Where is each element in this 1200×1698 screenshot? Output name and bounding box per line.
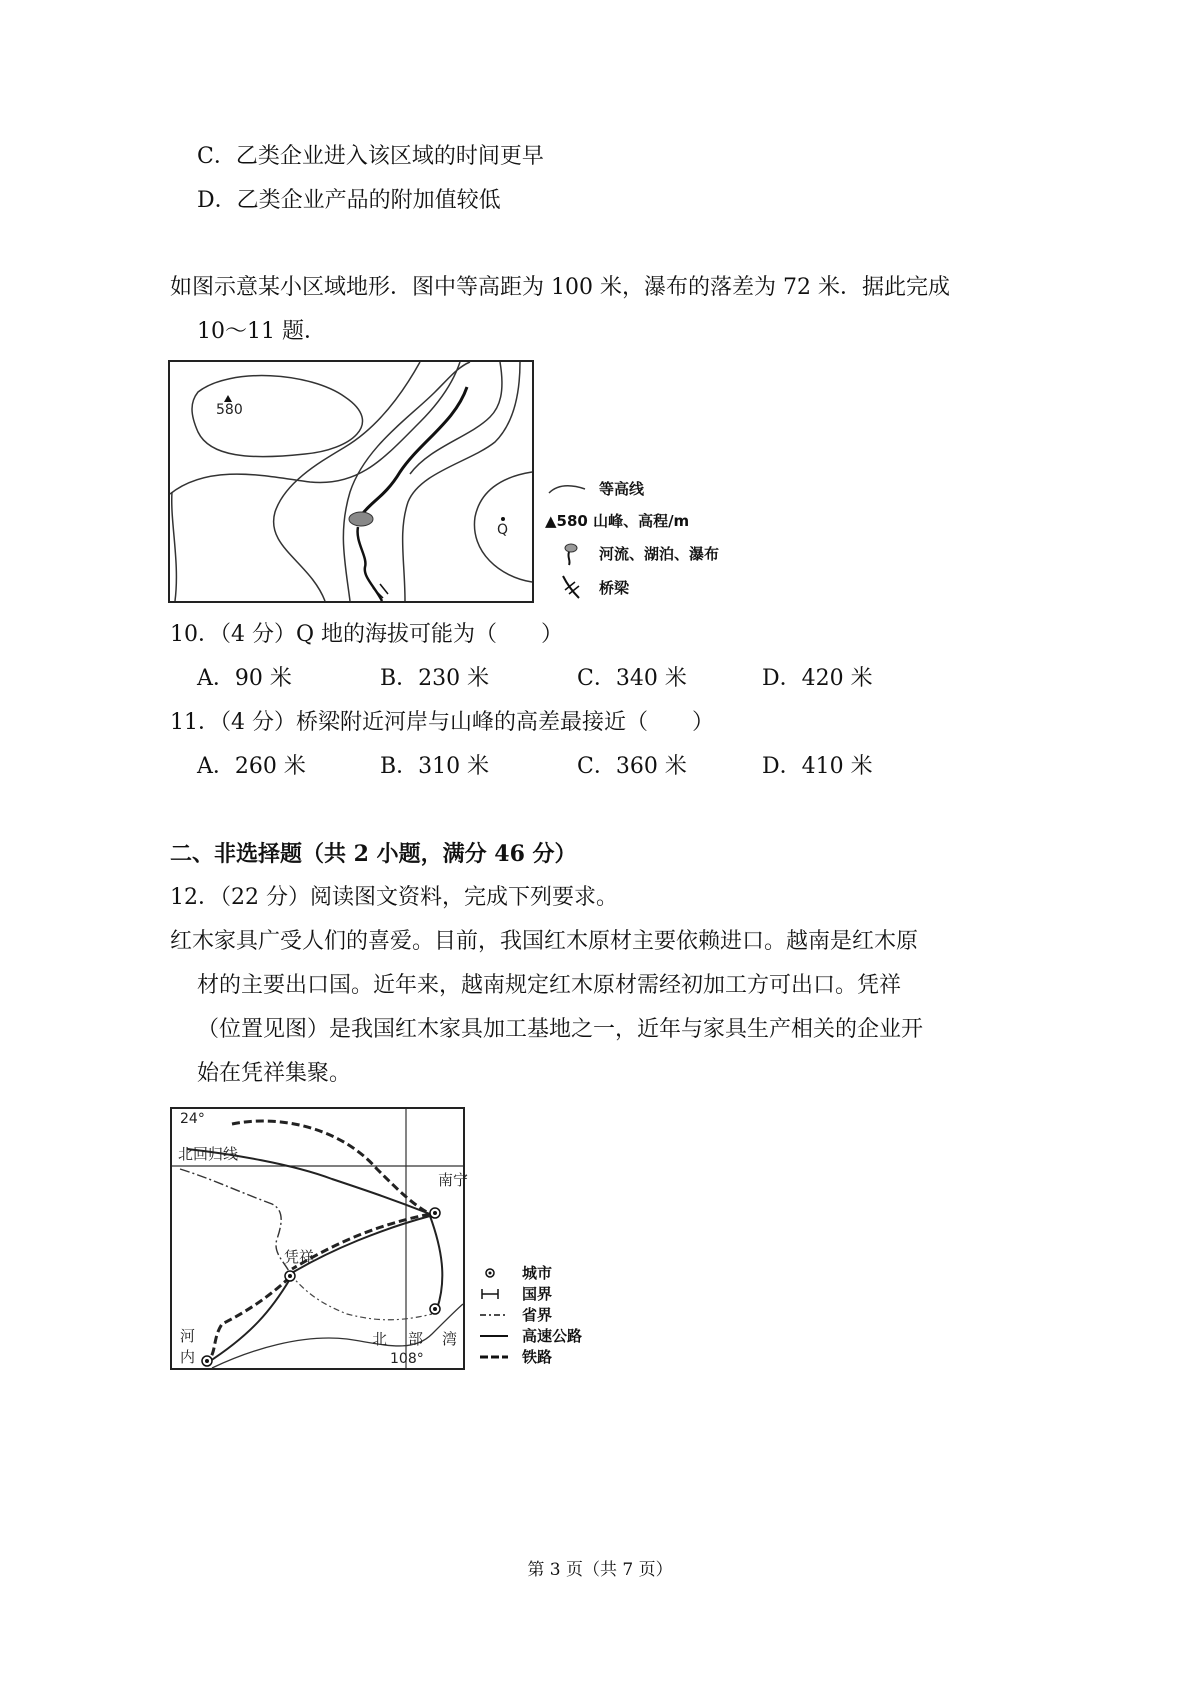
intro-line-1: 如图示意某小区域地形．图中等高距为 100 米，瀑布的落差为 72 米．据此完成 <box>170 275 950 300</box>
legend-label: 铁路 <box>522 1348 553 1366</box>
q10-option-a: A．90 米 <box>197 666 292 691</box>
railway-line <box>207 1277 290 1361</box>
q12-para-line-1: 红木家具广受人们的喜爱。目前，我国红木原材主要依赖进口。越南是红木原 <box>170 929 919 954</box>
q11-option-a: A．260 米 <box>197 754 306 779</box>
pingxiang-map-drawing <box>172 1109 469 1368</box>
contour-line <box>170 362 460 494</box>
q11-option-d: D．410 米 <box>762 754 873 779</box>
q10-option-c: C．340 米 <box>577 666 687 691</box>
pingxiang-map-legend <box>478 1262 618 1372</box>
provincial-border-line <box>290 1274 432 1320</box>
legend-item-contour <box>545 478 644 499</box>
legend-item-peak <box>545 510 689 531</box>
section-heading: 二、非选择题（共 2 小题，满分 46 分） <box>170 841 577 867</box>
q12-para-line-3: （位置见图）是我国红木家具加工基地之一，近年与家具生产相关的企业开 <box>197 1017 924 1042</box>
contour-map-legend <box>545 478 765 608</box>
city-label-hanoi-1: 河 <box>180 1327 196 1345</box>
river-lake-waterfall-icon <box>553 540 593 566</box>
q9-option-c: C．乙类企业进入该区域的时间更早 <box>197 144 544 169</box>
city-label-nanning: 南宁 <box>438 1171 469 1189</box>
q12-para-line-4: 始在凭祥集聚。 <box>197 1061 352 1086</box>
legend-item-expressway <box>478 1325 582 1346</box>
gulf-label-1: 北 <box>372 1330 388 1348</box>
legend-label: 桥梁 <box>599 578 630 597</box>
legend-item-national-border <box>478 1283 552 1304</box>
gulf-label-3: 湾 <box>442 1330 458 1348</box>
contour-line <box>343 362 470 601</box>
q9-option-d: D．乙类企业产品的附加值较低 <box>197 188 501 213</box>
legend-label: 国界 <box>522 1285 553 1303</box>
pingxiang-location-map <box>170 1107 469 1370</box>
city-icon <box>433 1211 437 1215</box>
expressway-line <box>207 1279 290 1363</box>
legend-label: ▲580 山峰、高程/m <box>545 512 690 530</box>
intro-line-2: 10～11 题． <box>197 319 326 344</box>
legend-label: 河流、湖泊、瀑布 <box>599 544 720 563</box>
lake <box>349 512 373 526</box>
q11-stem: 11．（4 分）桥梁附近河岸与山峰的高差最接近（ ） <box>170 710 714 735</box>
page-footer: 第 3 页（共 7 页） <box>527 1560 673 1580</box>
legend-item-railway <box>478 1346 552 1367</box>
national-border-icon <box>478 1286 516 1302</box>
legend-item-city <box>478 1262 552 1283</box>
contour-line-icon <box>545 481 593 497</box>
railway-icon <box>478 1349 516 1365</box>
contour-map <box>168 360 534 603</box>
latitude-label: 24° <box>180 1111 205 1127</box>
q11-option-c: C．360 米 <box>577 754 687 779</box>
bridge-icon <box>553 574 593 600</box>
river <box>360 387 467 517</box>
city-icon <box>205 1359 209 1363</box>
tropic-label: 北回归线 <box>178 1145 239 1163</box>
legend-label: 城市 <box>522 1264 553 1282</box>
bridge-icon <box>373 588 383 598</box>
contour-line <box>172 492 177 601</box>
peak-label: 580 <box>216 402 243 418</box>
q11-option-b: B．310 米 <box>380 754 490 779</box>
city-icon <box>433 1307 437 1311</box>
bridge-icon <box>380 584 388 594</box>
expressway-icon <box>478 1328 516 1344</box>
legend-label: 高速公路 <box>522 1327 583 1345</box>
legend-label: 等高线 <box>599 480 645 498</box>
q10-option-b: B．230 米 <box>380 666 490 691</box>
q10-stem: 10．（4 分）Q 地的海拔可能为（ ） <box>170 622 564 647</box>
legend-label: 省界 <box>522 1306 553 1324</box>
river <box>358 527 382 601</box>
city-icon <box>478 1265 516 1281</box>
railway-line <box>232 1121 430 1214</box>
q-point-label: Q <box>497 522 509 538</box>
legend-item-river <box>553 540 719 566</box>
national-border-line <box>180 1169 290 1274</box>
provincial-border-icon <box>478 1307 516 1323</box>
q12-stem: 12．（22 分）阅读图文资料，完成下列要求。 <box>170 885 618 910</box>
q12-para-line-2: 材的主要出口国。近年来，越南规定红木原材需经初加工方可出口。凭祥 <box>197 973 902 998</box>
longitude-label: 108° <box>390 1351 424 1367</box>
city-label-hanoi-2: 内 <box>180 1348 196 1366</box>
gulf-label-2: 部 <box>408 1330 424 1348</box>
legend-item-bridge <box>553 574 629 600</box>
legend-item-provincial-border <box>478 1304 552 1325</box>
expressway-line <box>430 1216 442 1309</box>
coastline <box>212 1304 463 1368</box>
q-point-icon <box>501 517 505 521</box>
city-icon <box>288 1274 292 1278</box>
q10-option-d: D．420 米 <box>762 666 873 691</box>
peak-triangle-icon <box>224 395 232 402</box>
contour-map-drawing <box>170 362 532 601</box>
city-label-pingxiang: 凭祥 <box>284 1248 315 1266</box>
